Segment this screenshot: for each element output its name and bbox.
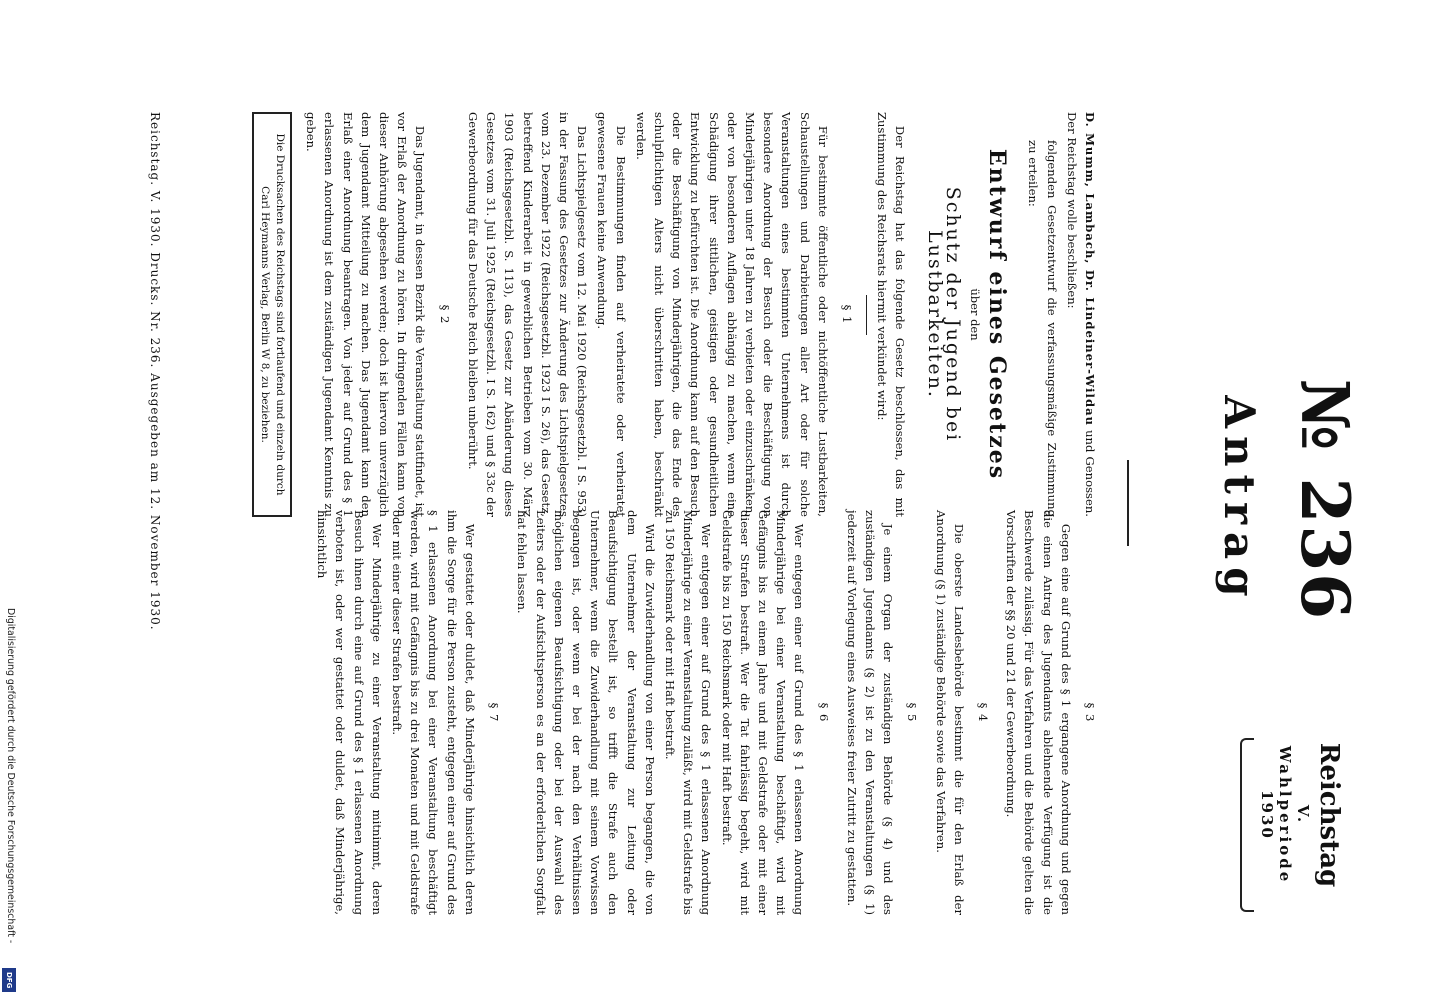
reichstag-meta	[1258, 740, 1344, 890]
section-3-heading: § 3	[1083, 702, 1097, 723]
section-4-para-1: Die oberste Landesbehörde bestimmt die für den Erlaß der Anordnung (§ 1) zuständige Behörde sowie das Verfahren.	[933, 510, 966, 915]
wahlperiode-label: V. Wahlperiode	[1276, 745, 1312, 885]
entwurf-heading: Entwurf eines Gesetzes	[984, 148, 1011, 481]
section-2-heading: § 2	[437, 304, 452, 325]
section-1-para-3: Das Lichtspielgesetz vom 12. Mai 1920 (Reichsgesetzbl. I S. 953) in der Fassung des Gesetzes zur Änderung des Lichtspielgesetzes vom 23. Dezember 1922 (Reichsgesetzbl. 1923 I S. 26), das Gesetz, betreffend Kinderarbeit in gewerblichen Betrieben vom 30. März 1903 (Reichsgesetzbl. S. 113), das Gesetz zur Abänderung dieses Gesetzes vom 31. Juli 1925 (Reichsgesetzbl. I S. 162) und § 33c der Gewerbeordnung für das Deutsche Reich bleiben unberührt.	[465, 112, 590, 517]
right-column	[311, 510, 1099, 915]
movers-line	[1063, 112, 1099, 517]
digitization-text: Digitalisierung gefördert durch die Deutsche Forschungsgemeinschaft -	[5, 608, 16, 944]
section-6-para-2: Wer entgegen einer auf Grund des § 1 erlassenen Anordnung Minderjährige zu einer Veranstaltung zuläßt, wird mit Geldstrafe bis zu 150 Reichsmark oder mit Haft bestraft.	[662, 510, 714, 915]
digitization-note	[2, 608, 18, 992]
year-label: 1930	[1258, 790, 1276, 840]
intro-text: folgenden Gesetzentwurf die verfassungsmäßige Zustimmung zu erteilen:	[1026, 140, 1059, 517]
section-1-para-2: Die Bestimmungen finden auf verheiratete oder verheiratet gewesene Frauen keine Anwendung.	[595, 112, 628, 517]
section-5-para-1: Je einem Organ der zuständigen Behörde (§ 4) und des zuständigen Jugendamts (§ 2) ist zu den Veranstaltungen (§ 1) jederzeit auf Vorlegung eines Ausweises freier Zutritt zu gestatten.	[844, 510, 896, 915]
document-title: Antrag	[1215, 395, 1264, 605]
section-2-para-1: Das Jugendamt, in dessen Bezirk die Veranstaltung stattfindet, ist vor Erlaß der Anordnung zu hören. In dringenden Fällen kann von dieser Anhörung abgesehen werden; doch ist hiervon unverzüglich dem Jugendamt Mitteilung zu machen. Das Jugendamt kann den Erlaß einer Anordnung beantragen. Von jeder auf Grund des § 1 erlassenen Anordnung ist dem zuständigen Jugendamt Kenntnis zu geben.	[304, 112, 428, 517]
movers-rest: und Genossen. Der Reichstag wolle beschließen:	[1064, 112, 1097, 517]
ueber-line: über den	[967, 288, 982, 341]
law-subject-heading: Schutz der Jugend bei Lustbarkeiten.	[923, 186, 964, 443]
movers-names: D. Mumm, Lambach, Dr. Lindeiner-Wildau	[1083, 112, 1097, 427]
dfg-logo: DFG	[2, 968, 16, 992]
left-column	[252, 112, 1099, 517]
meta-bracket	[1240, 738, 1254, 912]
section-7-para-2: Wer Minderjährige zu einer Veranstaltung mitnimmt, deren Besuch ihnen durch eine auf Grund des § 1 erlassenen Anordnung verboten ist, oder wer gestattet oder duldet, daß Minderjährige, hinsichtlich	[315, 510, 384, 915]
section-rule	[866, 295, 867, 335]
section-1-para-1: Für bestimmte öffentliche oder nichtöffentliche Lustbarkeiten, Schaustellungen und Darbietungen aller Art oder für solche Veranstaltungen eines bestimmten Unternehmens ist durch besondere Anordnung der Besuch oder die Beschäftigung von Minderjährigen unter 18 Jahren zu verbieten oder einzuschränken, oder von besonderen Auflagen abhängig zu machen, wenn eine Schädigung ihrer sittlichen, geistigen oder gesundheitlichen Entwicklung zu befürchten ist. Die Anordnung kann auf den Besuch oder die Beschäftigung von Minderjährigen, die das Ende des schulpflichtigen Alters nicht überschritten haben, beschränkt werden.	[633, 112, 830, 517]
document-number: № 236	[1286, 378, 1364, 622]
section-4-heading: § 4	[975, 702, 990, 723]
section-7-para-1: Wer gestattet oder duldet, daß Minderjährige hinsichtlich deren ihm die Sorge für die Person zusteht, entgegen einer auf Grund des § 1 erlassenen Anordnung bei einer Veranstaltung beschäftigt werden, wird mit Gefängnis bis zu drei Monaten und mit Geldstrafe oder mit einer dieser Strafen bestraft.	[390, 510, 477, 915]
section-6-para-3: Wird die Zuwiderhandlung von einer Person begangen, die von dem Unternehmer der Veranstaltung zur Leitung oder Beaufsichtigung bestellt ist, so trifft die Strafe auch den Unternehmer, wenn die Zuwiderhandlung mit seinem Vorwissen begangen ist, oder wenn er bei der nach den Verhältnissen möglichen eigenen Beaufsichtigung oder bei der Auswahl des Leiters oder der Aufsichtsperson es an der erforderlichen Sorgfalt hat fehlen lassen.	[515, 510, 657, 915]
reichstag-label: Reichstag	[1314, 742, 1344, 888]
preamble: Der Reichstag hat das folgende Gesetz beschlossen, das mit Zustimmung des Reichsrats hiermit verkündet wird:	[875, 112, 908, 517]
section-3-para-1: Gegen eine auf Grund des § 1 ergangene Anordnung und gegen die einen Antrag des Jugendamts ablehnende Verfügung ist die Beschwerde zulässig. Für das Verfahren und die Behörde gelten die Vorschriften der §§ 20 und 21 der Gewerbeordnung.	[1004, 510, 1073, 915]
section-6-para-1: Wer entgegen einer auf Grund des § 1 erlassenen Anordnung Minderjährige bei einer Veranstaltung beschäftigt, wird mit Gefängnis bis zu einem Jahre und mit Geldstrafe oder mit einer dieser Strafen bestraft. Wer die Tat fahrlässig begeht, wird mit Geldstrafe bis zu 150 Reichsmark oder mit Haft bestraft.	[719, 510, 807, 915]
section-7-heading: § 7	[487, 702, 502, 723]
title-rule	[1127, 460, 1129, 546]
section-5-heading: § 5	[905, 702, 920, 723]
section-6-heading: § 6	[816, 702, 831, 723]
publisher-box-note: Die Drucksachen des Reichstags sind fortlaufend und einzeln durch Carl Heymanns Verlag, Berlin W 8, zu beziehen.	[252, 112, 292, 517]
section-1-heading: § 1	[839, 304, 854, 325]
print-footer: Reichstag. V. 1930. Drucks. Nr. 236. Ausgegeben am 12. November 1930.	[148, 112, 162, 631]
